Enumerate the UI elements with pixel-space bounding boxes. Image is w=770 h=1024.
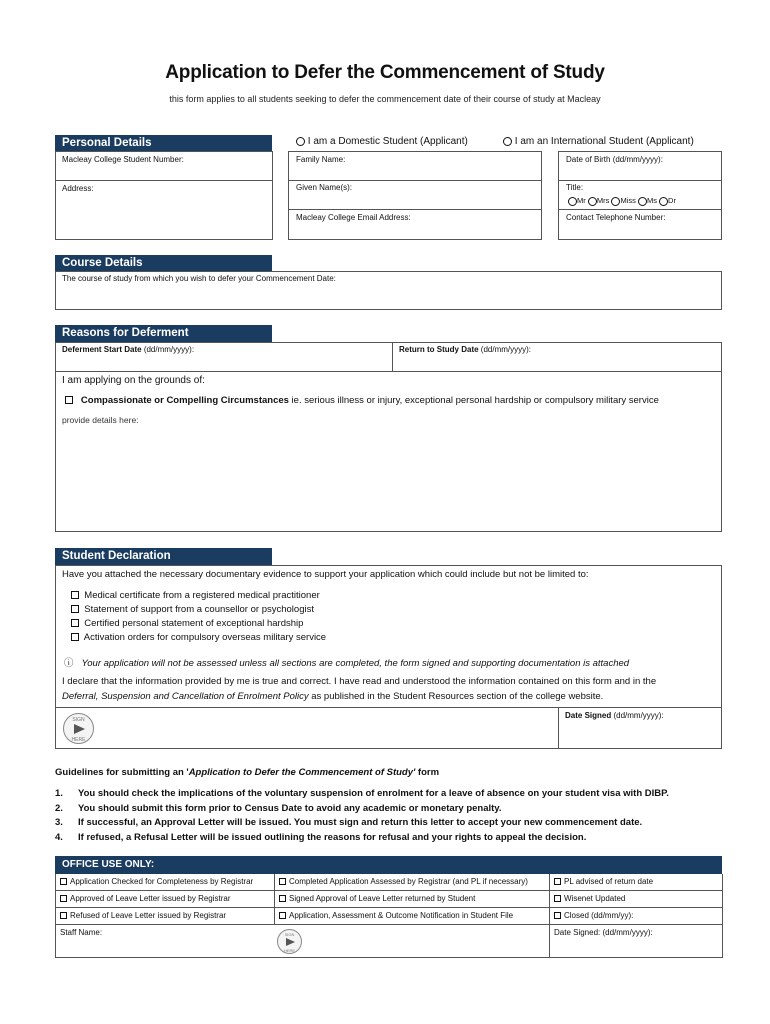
deferment-start-label: Deferment Start Date (dd/mm/yyyy): bbox=[62, 345, 195, 354]
office-cell[interactable]: Application Checked for Completeness by Registrar bbox=[56, 874, 275, 891]
reasons-box bbox=[55, 342, 722, 532]
title-option-mrs[interactable]: Mrs bbox=[588, 196, 610, 205]
international-student-option[interactable] bbox=[503, 136, 694, 147]
details-field[interactable] bbox=[56, 425, 721, 531]
page-subtitle: this form applies to all students seeking to defer the commencement date of their course of study at Macleay bbox=[169, 94, 601, 104]
title-label: Title: bbox=[566, 183, 584, 192]
office-use-heading: OFFICE USE ONLY: bbox=[55, 856, 722, 874]
domestic-radio[interactable] bbox=[296, 137, 305, 146]
title-options bbox=[568, 196, 676, 206]
declaration-heading: Student Declaration bbox=[55, 548, 272, 565]
evidence-question: Have you attached the necessary documentary evidence to support your application which could include but not be limited to: bbox=[62, 569, 589, 580]
address-field[interactable] bbox=[56, 182, 272, 239]
family-name-label: Family Name: bbox=[296, 155, 346, 164]
office-cell[interactable]: Closed (dd/mm/yy): bbox=[550, 908, 723, 925]
email-label: Macleay College Email Address: bbox=[296, 213, 411, 222]
evidence-checkbox[interactable] bbox=[71, 605, 79, 613]
international-radio[interactable] bbox=[503, 137, 512, 146]
compassionate-bold: Compassionate or Compelling Circumstances bbox=[80, 395, 289, 406]
list-item: 4. If refused, a Refusal Letter will be issued outlining the reasons for refusal and your rights to appeal the decision. bbox=[55, 831, 587, 843]
phone-field[interactable] bbox=[559, 210, 721, 239]
student-number-field[interactable] bbox=[56, 152, 272, 181]
compassionate-checkbox[interactable] bbox=[65, 396, 73, 404]
date-signed-field[interactable] bbox=[559, 707, 721, 748]
guidelines-heading: Guidelines for submitting an 'Application to Defer the Commencement of Study' form bbox=[55, 767, 440, 778]
address-label: Address: bbox=[62, 184, 94, 193]
declaration-line-2: Deferral, Suspension and Cancellation of Enrolment Policy as published in the Student Resources section of the college website. bbox=[62, 691, 604, 702]
evidence-checkbox[interactable] bbox=[71, 619, 79, 627]
office-cell[interactable]: Wisenet Updated bbox=[550, 891, 723, 908]
title-field bbox=[559, 181, 721, 210]
domestic-student-option[interactable] bbox=[296, 136, 468, 147]
sign-here-icon[interactable]: SIGN HERE bbox=[277, 929, 302, 954]
personal-left-box bbox=[55, 151, 273, 240]
details-label: provide details here: bbox=[62, 415, 139, 425]
office-date-signed-label: Date Signed: (dd/mm/yyyy): bbox=[554, 928, 653, 937]
list-item: 1. You should check the implications of the voluntary suspension of enrolment for a leave of absence on your student visa with DIBP. bbox=[55, 788, 669, 799]
sign-here-icon[interactable]: SIGN HERE bbox=[63, 713, 94, 744]
personal-details-heading: Personal Details bbox=[55, 135, 272, 152]
office-cell[interactable]: Approved of Leave Letter issued by Registrar bbox=[56, 891, 275, 908]
return-date-field[interactable] bbox=[393, 343, 721, 372]
international-label: I am an International Student (Applicant) bbox=[514, 136, 694, 147]
return-date-label: Return to Study Date (dd/mm/yyyy): bbox=[399, 345, 532, 354]
grounds-label: I am applying on the grounds of: bbox=[62, 375, 205, 386]
personal-middle-box bbox=[288, 151, 542, 240]
office-cell[interactable]: Signed Approval of Leave Letter returned by Student bbox=[275, 891, 550, 908]
course-label: The course of study from which you wish to defer your Commencement Date: bbox=[62, 274, 336, 283]
policy-name: Deferral, Suspension and Cancellation of Enrolment Policy bbox=[62, 691, 309, 702]
evidence-checkbox[interactable] bbox=[71, 633, 79, 641]
dob-label: Date of Birth (dd/mm/yyyy): bbox=[566, 155, 663, 164]
office-cell[interactable]: PL advised of return date bbox=[550, 874, 723, 891]
compassionate-option[interactable] bbox=[65, 395, 659, 406]
email-field[interactable] bbox=[289, 210, 541, 239]
office-use-table bbox=[55, 874, 722, 958]
evidence-item[interactable]: Activation orders for compulsory overseas military service bbox=[71, 632, 326, 643]
list-item: 3. If successful, an Approval Letter will be issued. You must sign and return this letter to accept your new commencement date. bbox=[55, 817, 643, 829]
title-option-miss[interactable]: Miss bbox=[611, 196, 635, 205]
student-number-label: Macleay College Student Number: bbox=[62, 155, 184, 164]
office-cell[interactable]: Application, Assessment & Outcome Notification in Student File bbox=[275, 908, 550, 925]
office-cell[interactable]: Completed Application Assessed by Registrar (and PL if necessary) bbox=[275, 874, 550, 891]
info-icon: ⓘ bbox=[64, 658, 74, 669]
declaration-line-1: I declare that the information provided by me is true and correct. I have read and understood the information contained on this form and in the bbox=[62, 676, 657, 687]
list-item: 2. You should submit this form prior to Census Date to avoid any academic or monetary penalty. bbox=[55, 802, 502, 814]
page-title: Application to Defer the Commencement of Study bbox=[165, 62, 605, 83]
course-field[interactable] bbox=[55, 271, 722, 310]
evidence-item[interactable]: Medical certificate from a registered medical practitioner bbox=[71, 590, 320, 601]
dob-field[interactable] bbox=[559, 152, 721, 181]
assessment-notice: ⓘ Your application will not be assessed unless all sections are completed, the form signed and supporting documentation is attached bbox=[64, 658, 630, 669]
phone-label: Contact Telephone Number: bbox=[566, 213, 666, 222]
date-signed-label: Date Signed (dd/mm/yyyy): bbox=[565, 711, 664, 720]
evidence-item[interactable]: Certified personal statement of exceptional hardship bbox=[71, 618, 303, 629]
course-details-heading: Course Details bbox=[55, 255, 272, 272]
guidelines-list bbox=[55, 788, 735, 846]
title-option-mr[interactable]: Mr bbox=[568, 196, 586, 205]
evidence-checkbox[interactable] bbox=[71, 591, 79, 599]
compassionate-rest: ie. serious illness or injury, exceptional personal hardship or compulsory military service bbox=[288, 395, 659, 406]
staff-name-label: Staff Name: bbox=[60, 928, 103, 937]
family-name-field[interactable] bbox=[289, 152, 541, 181]
given-names-label: Given Name(s): bbox=[296, 183, 353, 192]
evidence-item[interactable]: Statement of support from a counsellor or psychologist bbox=[71, 604, 314, 615]
domestic-label: I am a Domestic Student (Applicant) bbox=[307, 136, 468, 147]
staff-name-field[interactable] bbox=[56, 925, 550, 958]
personal-right-box bbox=[558, 151, 722, 240]
office-cell[interactable]: Refused of Leave Letter issued by Registrar bbox=[56, 908, 275, 925]
signature-field[interactable] bbox=[56, 707, 559, 748]
deferment-start-field[interactable] bbox=[56, 343, 393, 372]
declaration-box bbox=[55, 565, 722, 749]
office-date-signed-field[interactable] bbox=[550, 925, 723, 958]
reasons-heading: Reasons for Deferment bbox=[55, 325, 272, 342]
given-names-field[interactable] bbox=[289, 181, 541, 210]
title-option-dr[interactable]: Dr bbox=[659, 196, 676, 205]
title-option-ms[interactable]: Ms bbox=[638, 196, 657, 205]
